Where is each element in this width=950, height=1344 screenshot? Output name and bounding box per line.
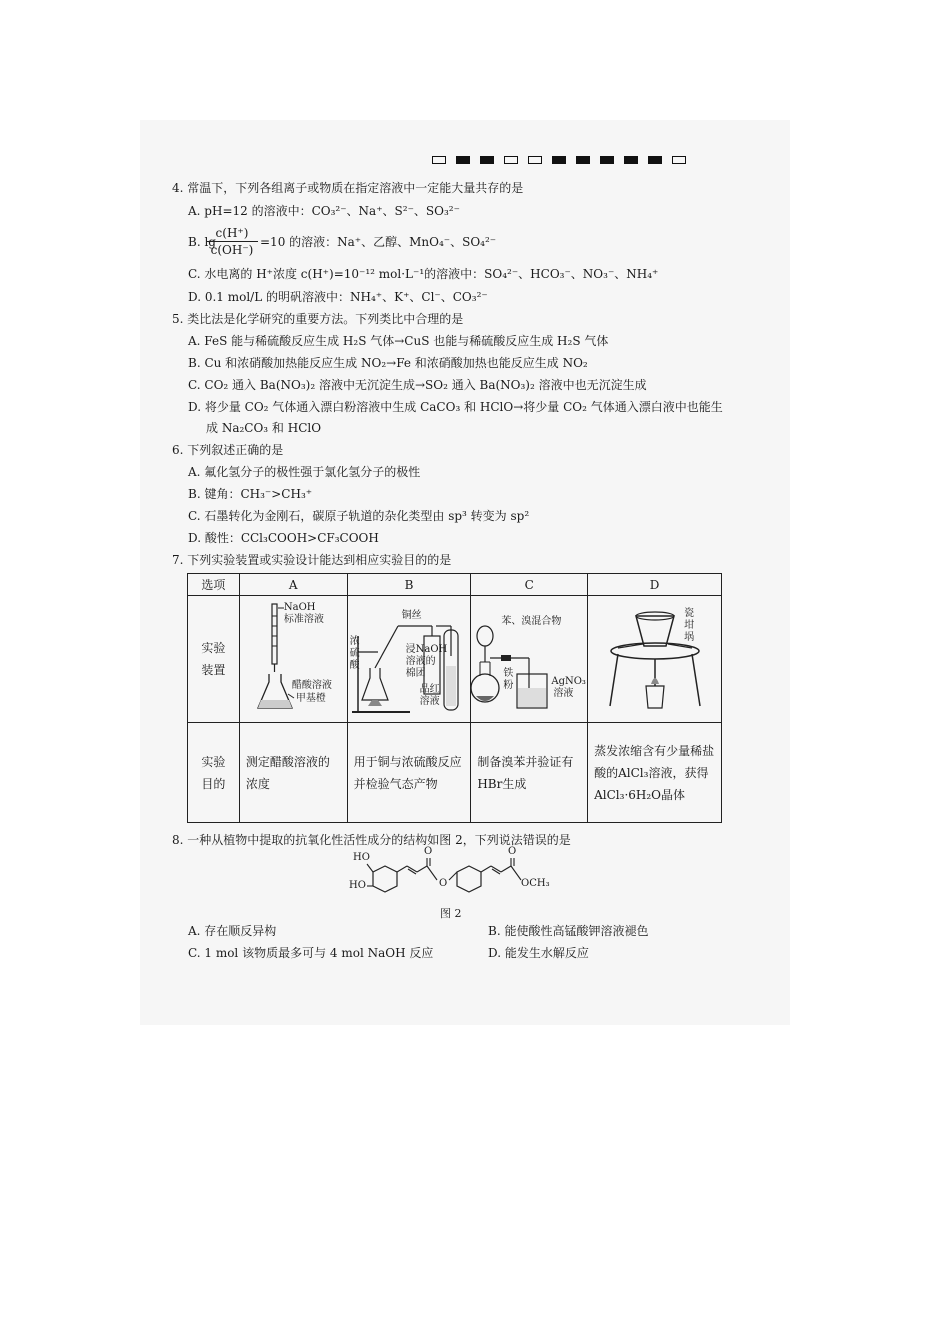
label-crucible-3: 埚 (684, 632, 695, 643)
label-agno3-2: 溶液 (553, 688, 574, 699)
answer-mark-filled (600, 156, 614, 164)
q4-stem: 4. 常温下，下列各组离子或物质在指定溶液中一定能大量共存的是 (172, 181, 524, 195)
purpose-a: 测定醋酸溶液的浓度 (239, 723, 347, 823)
answer-mark-empty (432, 156, 446, 164)
q4-option-d: D. 0.1 mol/L 的明矾溶液中：NH₄⁺、K⁺、Cl⁻、CO₃²⁻ (188, 290, 488, 304)
table-header-row (188, 574, 722, 596)
q5-option-c: C. CO₂ 通入 Ba(NO₃)₂ 溶液中无沉淀生成→SO₂ 通入 Ba(NO₃)₂ 溶液中也无沉淀生成 (188, 378, 647, 392)
header-d: D (588, 574, 722, 596)
purpose-c: 制备溴苯并验证有HBr生成 (471, 723, 588, 823)
label-copper-wire: 铜丝 (401, 610, 422, 621)
apparatus-label-line1: 实验 (201, 641, 226, 655)
answer-mark-empty (672, 156, 686, 164)
q4-option-c: C. 水电离的 H⁺浓度 c(H⁺)=10⁻¹² mol·L⁻¹的溶液中：SO₄²⁻、HCO₃⁻、NO₃⁻、NH₄⁺ (188, 267, 659, 281)
apparatus-d-cell (588, 596, 722, 723)
answer-mark-filled (552, 156, 566, 164)
q6-option-a: A. 氟化氢分子的极性强于氯化氢分子的极性 (188, 465, 421, 479)
answer-mark-filled (480, 156, 494, 164)
q4-b-denominator: c(OH⁻) (210, 243, 254, 257)
q8-option-a: A. 存在顺反异构 (188, 924, 277, 938)
q5-option-b: B. Cu 和浓硝酸加热能反应生成 NO₂→Fe 和浓硝酸加热也能反应生成 NO₂ (188, 356, 588, 370)
label-methyl-orange: 甲基橙 (295, 693, 326, 704)
crucible-heating-apparatus-icon (588, 596, 722, 722)
q4-b-numerator: c(H⁺) (206, 225, 258, 242)
header-c: C (471, 574, 588, 596)
purpose-d: 蒸发浓缩含有少量稀盐酸的AlCl₃溶液，获得AlCl₃·6H₂O晶体 (588, 723, 722, 823)
label-crucible-1: 瓷 (684, 608, 695, 619)
purpose-label (188, 723, 240, 823)
q6-option-c: C. 石墨转化为金刚石，碳原子轨道的杂化类型由 sp³ 转变为 sp² (188, 509, 530, 523)
answer-mark-filled (576, 156, 590, 164)
label-o-ester: O (439, 878, 448, 889)
label-pinred-1: 品红 (419, 684, 440, 695)
label-pinred-2: 溶液 (419, 696, 440, 707)
label-och3: OCH₃ (521, 878, 550, 889)
label-o-carbonyl-1: O (424, 846, 433, 857)
q6-option-d: D. 酸性：CCl₃COOH>CF₃COOH (188, 531, 379, 545)
q4-b-suffix: =10 的溶液：Na⁺、乙醇、MnO₄⁻、SO₄²⁻ (260, 235, 497, 249)
header-b: B (347, 574, 471, 596)
figure-2-caption: 图 2 (440, 907, 462, 920)
label-conc-2: 硫 (349, 648, 360, 659)
label-o-carbonyl-2: O (508, 846, 517, 857)
q4-b-prefix: B. lg (188, 235, 216, 249)
q5-option-a: A. FeS 能与稀硫酸反应生成 H₂S 气体→CuS 也能与稀硫酸反应生成 H₂S 气体 (188, 334, 609, 348)
answer-mark-empty (504, 156, 518, 164)
apparatus-c-cell (471, 596, 588, 723)
label-cotton-2: 溶液的 (405, 656, 436, 667)
bromobenzene-apparatus-icon (471, 596, 588, 722)
label-cotton-1: 浸NaOH (405, 644, 448, 655)
apparatus-b-cell (347, 596, 471, 723)
label-fe-1: 铁 (503, 668, 514, 679)
apparatus-a-cell (239, 596, 347, 723)
purpose-label-line2: 目的 (201, 776, 226, 791)
q8-option-b: B. 能使酸性高锰酸钾溶液褪色 (488, 924, 649, 938)
answer-marks-strip (432, 156, 686, 164)
label-conc-3: 酸 (349, 660, 360, 671)
experiment-table (187, 573, 722, 823)
purpose-row (188, 723, 722, 823)
figure-2-structure (345, 846, 585, 902)
label-acetic-acid: 醋酸溶液 (291, 680, 332, 691)
q5-option-d-line1: D. 将少量 CO₂ 气体通入漂白粉溶液中生成 CaCO₃ 和 HClO→将少量 CO₂ 气体通入漂白液中也能生 (188, 400, 723, 414)
q8-option-d: D. 能发生水解反应 (488, 946, 589, 960)
purpose-b: 用于铜与浓硫酸反应并检验气态产物 (347, 723, 471, 823)
label-cotton-3: 棉团 (405, 668, 426, 679)
purpose-label-line1: 实验 (201, 754, 226, 769)
molecule-structure-icon (345, 850, 585, 898)
header-a: A (239, 574, 347, 596)
label-crucible-2: 坩 (684, 620, 695, 631)
q4-option-a: A. pH=12 的溶液中：CO₃²⁻、Na⁺、S²⁻、SO₃²⁻ (188, 204, 460, 218)
label-benzene-bromine: 苯、溴混合物 (501, 616, 562, 627)
q7-stem: 7. 下列实验装置或实验设计能达到相应实验目的的是 (172, 553, 452, 567)
q5-option-d-line2: 成 Na₂CO₃ 和 HClO (206, 421, 322, 435)
answer-mark-empty (528, 156, 542, 164)
label-ho-bottom: HO (349, 880, 366, 891)
apparatus-label (188, 596, 240, 723)
q6-option-b: B. 键角：CH₃⁻>CH₃⁺ (188, 487, 313, 501)
answer-mark-filled (648, 156, 662, 164)
apparatus-row (188, 596, 722, 723)
label-standard-solution: 标准溶液 (283, 614, 324, 625)
header-option: 选项 (188, 574, 240, 596)
label-agno3-1: AgNO₃ (551, 676, 586, 687)
q8-option-c: C. 1 mol 该物质最多可与 4 mol NaOH 反应 (188, 946, 434, 960)
q6-stem: 6. 下列叙述正确的是 (172, 443, 284, 457)
label-conc-1: 浓 (349, 636, 360, 647)
answer-mark-filled (456, 156, 470, 164)
q5-stem: 5. 类比法是化学研究的重要方法。下列类比中合理的是 (172, 312, 464, 326)
q8-stem: 8. 一种从植物中提取的抗氧化性活性成分的结构如图 2，下列说法错误的是 (172, 833, 571, 847)
apparatus-label-line2: 装置 (201, 663, 226, 677)
label-naoh: NaOH (283, 602, 316, 613)
label-fe-2: 粉 (503, 680, 514, 691)
label-ho-top: HO (353, 852, 370, 863)
answer-mark-filled (624, 156, 638, 164)
q4-b-fraction (206, 225, 258, 258)
